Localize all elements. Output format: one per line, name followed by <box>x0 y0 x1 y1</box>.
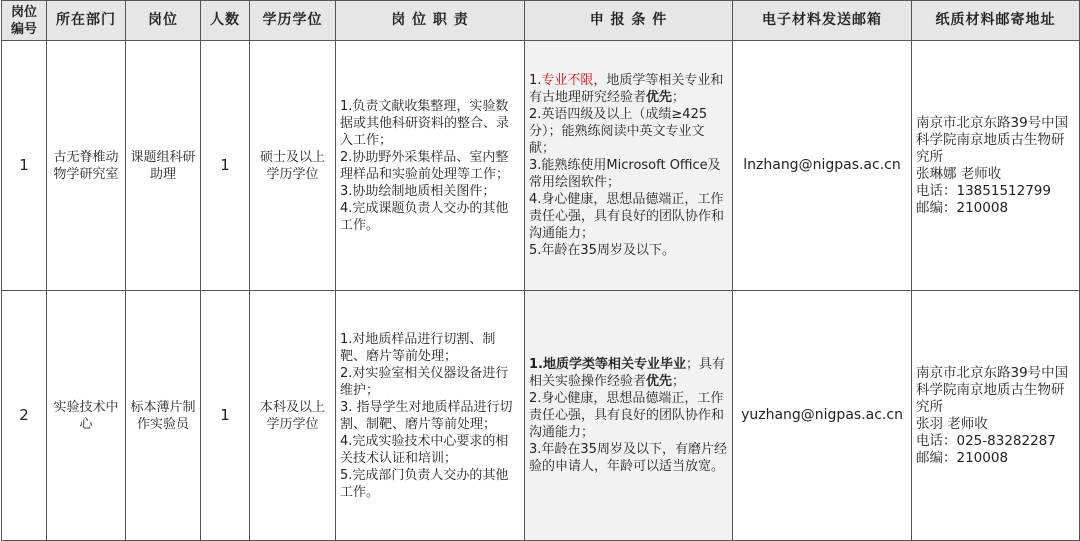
req-item: 4.身心健康，思想品德端正，工作责任心强，具有良好的团队协作和沟通能力； <box>529 192 725 241</box>
row-address <box>912 291 1080 541</box>
req-item: 2.英语四级及以上（成绩≥425分）；能熟练阅读中英文专业文献； <box>529 107 708 156</box>
header-address: 纸质材料邮寄地址 <box>912 1 1080 41</box>
row-position: 课题组科研助理 <box>126 41 201 291</box>
header-degree: 学历学位 <box>250 1 336 41</box>
row-count: 1 <box>201 41 250 291</box>
header-id: 岗位编号 <box>2 1 47 41</box>
address-line: 南京市北京东路39号中国科学院南京地质古生物研究所 <box>916 114 1069 165</box>
req-end: ； <box>672 374 686 389</box>
req-bold: 优先 <box>646 90 673 105</box>
row-id: 1 <box>2 41 47 291</box>
duty-item: 5.完成部门负责人交办的其他工作。 <box>340 467 509 500</box>
duty-item: 2.协助野外采集样品、室内整理样品和实验前处理等工作； <box>340 149 510 182</box>
row-count: 1 <box>201 291 250 541</box>
header-count: 人数 <box>201 1 250 41</box>
header-email: 电子材料发送邮箱 <box>733 1 912 41</box>
header-row <box>2 1 1080 41</box>
row-degree: 硕士及以上学历学位 <box>250 41 336 291</box>
req-item <box>529 356 728 390</box>
duty-item: 1.对地质样品进行切割、制靶、磨片等前处理； <box>340 331 496 364</box>
row-position: 标本薄片制作实验员 <box>126 291 201 541</box>
req-highlight: 专业不限 <box>541 73 594 88</box>
req-item: 3.年龄在35周岁及以下，有磨片经验的申请人，年龄可以适当放宽。 <box>529 442 727 474</box>
table-row <box>2 41 1080 291</box>
duty-item: 2.对实验室相关仪器设备进行维护； <box>340 365 509 398</box>
address-line: 南京市北京东路39号中国科学院南京地质古生物研究所 <box>916 364 1069 415</box>
address-contact: 张琳娜 老师收 <box>916 165 1002 182</box>
recruitment-table <box>1 0 1080 541</box>
header-dept: 所在部门 <box>47 1 126 41</box>
duty-item: 4.完成课题负责人交办的其他工作。 <box>340 200 509 233</box>
address-contact: 张羽 老师收 <box>916 415 988 432</box>
address-postcode: 邮编：210008 <box>916 449 1009 466</box>
req-item: 3.能熟练使用Microsoft Office及常用绘图软件； <box>529 158 721 190</box>
address-phone: 电话：13851512799 <box>916 182 1051 199</box>
row-email[interactable]: yuzhang@nigpas.ac.cn <box>733 291 912 541</box>
req-num: 1. <box>529 73 542 88</box>
address-phone: 电话：025-83282287 <box>916 432 1056 449</box>
header-requirements: 申 报 条 件 <box>525 1 733 41</box>
duty-item: 4.完成实验技术中心要求的相关技术认证和培训； <box>340 433 509 466</box>
row-dept: 古无脊椎动物学研究室 <box>47 41 126 291</box>
row-requirements <box>525 41 733 291</box>
row-dept: 实验技术中心 <box>47 291 126 541</box>
req-end: ； <box>672 90 686 105</box>
req-bold: 1.地质学类等相关专业毕业 <box>529 357 686 372</box>
req-item: 5.年龄在35周岁及以下。 <box>529 243 675 258</box>
duty-item: 1.负责文献收集整理，实验数据或其他科研资料的整合、录入工作； <box>340 98 510 148</box>
address-postcode: 邮编：210008 <box>916 199 1009 216</box>
req-bold: 优先 <box>646 374 673 389</box>
req-item <box>529 72 728 106</box>
req-item: 2.身心健康，思想品德端正，工作责任心强，具有良好的团队协作和沟通能力； <box>529 391 725 440</box>
row-address <box>912 41 1080 291</box>
row-duties <box>336 291 525 541</box>
duty-item: 3.协助绘制地质相关图件； <box>340 183 496 199</box>
row-requirements <box>525 291 733 541</box>
duty-item: 3. 指导学生对地质样品进行切割、制靶、磨片等前处理； <box>340 399 513 432</box>
header-duties: 岗 位 职 责 <box>336 1 525 41</box>
row-id: 2 <box>2 291 47 541</box>
row-duties <box>336 41 525 291</box>
req-text: ；具有相关实验操作经验者 <box>529 357 725 389</box>
req-text: ，地质学等相关专业和有古地理研究经验者 <box>529 73 724 105</box>
row-email[interactable]: lnzhang@nigpas.ac.cn <box>733 41 912 291</box>
row-degree: 本科及以上学历学位 <box>250 291 336 541</box>
table-row <box>2 291 1080 541</box>
header-position: 岗位 <box>126 1 201 41</box>
